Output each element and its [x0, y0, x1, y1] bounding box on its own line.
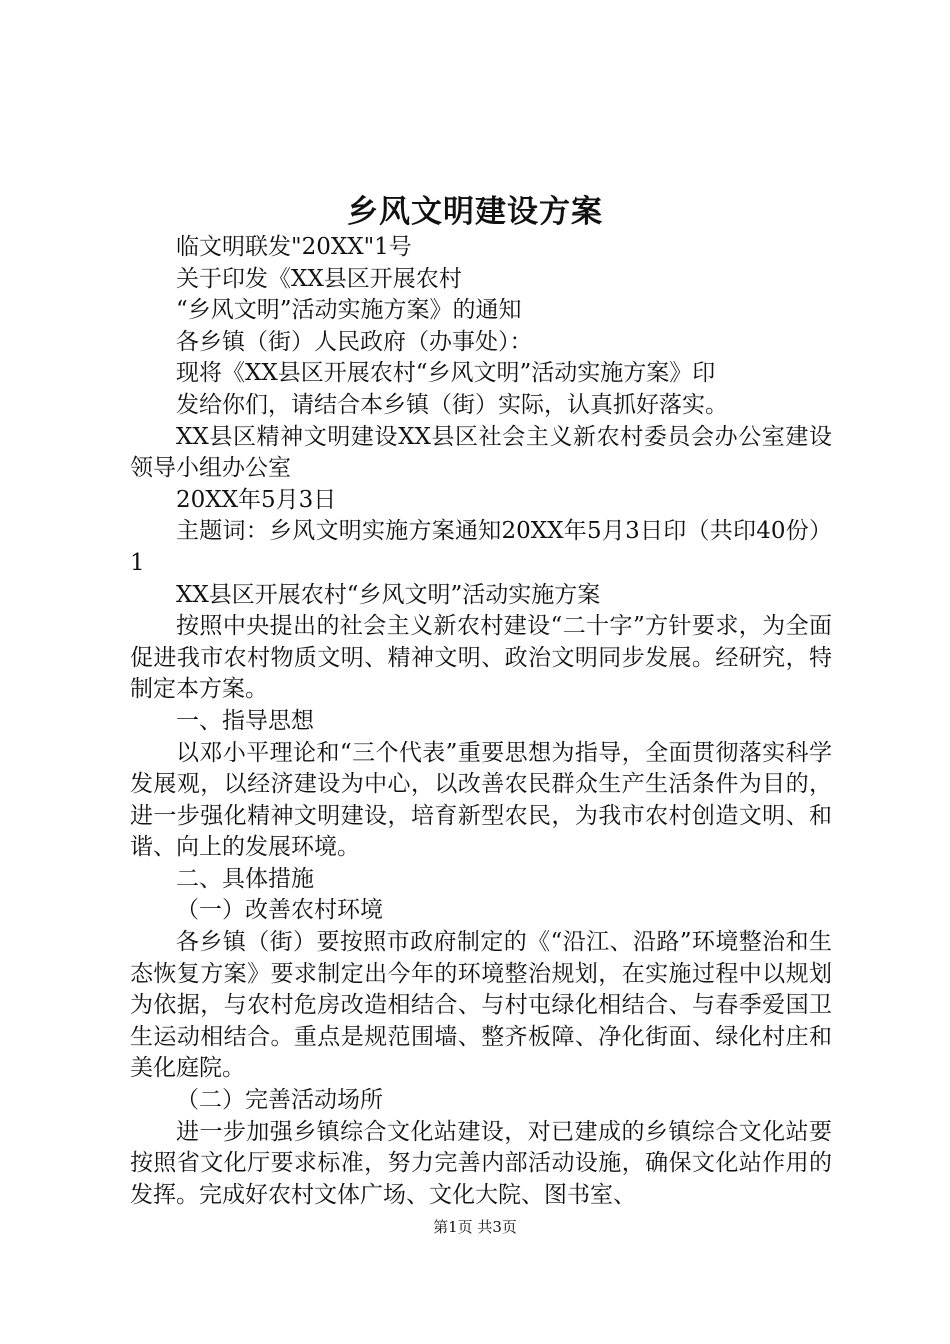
heading-guiding-thought: 一、指导思想 [176, 707, 314, 734]
paragraph-guiding-thought: 以邓小平理论和“三个代表”重要思想为指导，全面贯彻落实科学发展观，以经济建设为中心，以改善农民群众生产生活条件为目的，进一步强化精神文明建设，培育新型农民，为我市农村创造文明、和谐、向上的发展环境。 [130, 739, 832, 861]
subheading-venues: （二）完善活动场所 [176, 1087, 383, 1114]
notice-title-line-2: “乡风文明”活动实施方案》的通知 [176, 297, 522, 324]
paragraph-intro: 按照中央提出的社会主义新农村建设“二十字”方针要求，为全面促进我市农村物质文明、精神文明、政治文明同步发展。经研究，特制定本方案。 [130, 613, 832, 703]
paragraph-environment: 各乡镇（街）要按照市政府制定的《“沿江、沿路”环境整治和生态恢复方案》要求制定出今年的环境整治规划，在实施过程中以规划为依据，与农村危房改造相结合、与村屯绿化相结合、与春季爱国卫生运动相结合。重点是规范围墙、整齐板障、净化街面、绿化村庄和美化庭院。 [130, 929, 832, 1082]
notice-title-line-1: 关于印发《XX县区开展农村 [176, 265, 462, 292]
paragraph-venues: 进一步加强乡镇综合文化站建设，对已建成的乡镇综合文化站要按照省文化厅要求标准，努力完善内部活动设施，确保文化站作用的发挥。完成好农村文体广场、文化大院、图书室、 [130, 1118, 832, 1208]
subheading-environment: （一）改善农村环境 [176, 897, 383, 924]
issue-date: 20XX年5月3日 [176, 486, 337, 513]
document-body [130, 232, 832, 1211]
plan-title: XX县区开展农村“乡风文明”活动实施方案 [176, 581, 601, 608]
page-footer: 第1页 共3页 [433, 1218, 517, 1236]
addressee: 各乡镇（街）人民政府（办事处）： [176, 328, 533, 355]
notice-body-line-1: 现将《XX县区开展农村“乡风文明”活动实施方案》印 [176, 360, 716, 387]
document-title: 乡风文明建设方案 [347, 194, 603, 230]
issuer: XX县区精神文明建设XX县区社会主义新农村委员会办公室建设领导小组办公室 [130, 423, 832, 482]
doc-number: 临文明联发"20XX"1号 [176, 234, 412, 260]
heading-measures: 二、具体措施 [176, 865, 314, 892]
subject-keywords: 主题词：乡风文明实施方案通知20XX年5月3日印（共印40份）1 [130, 518, 832, 576]
notice-body-line-2: 发给你们，请结合本乡镇（街）实际，认真抓好落实。 [176, 391, 728, 418]
